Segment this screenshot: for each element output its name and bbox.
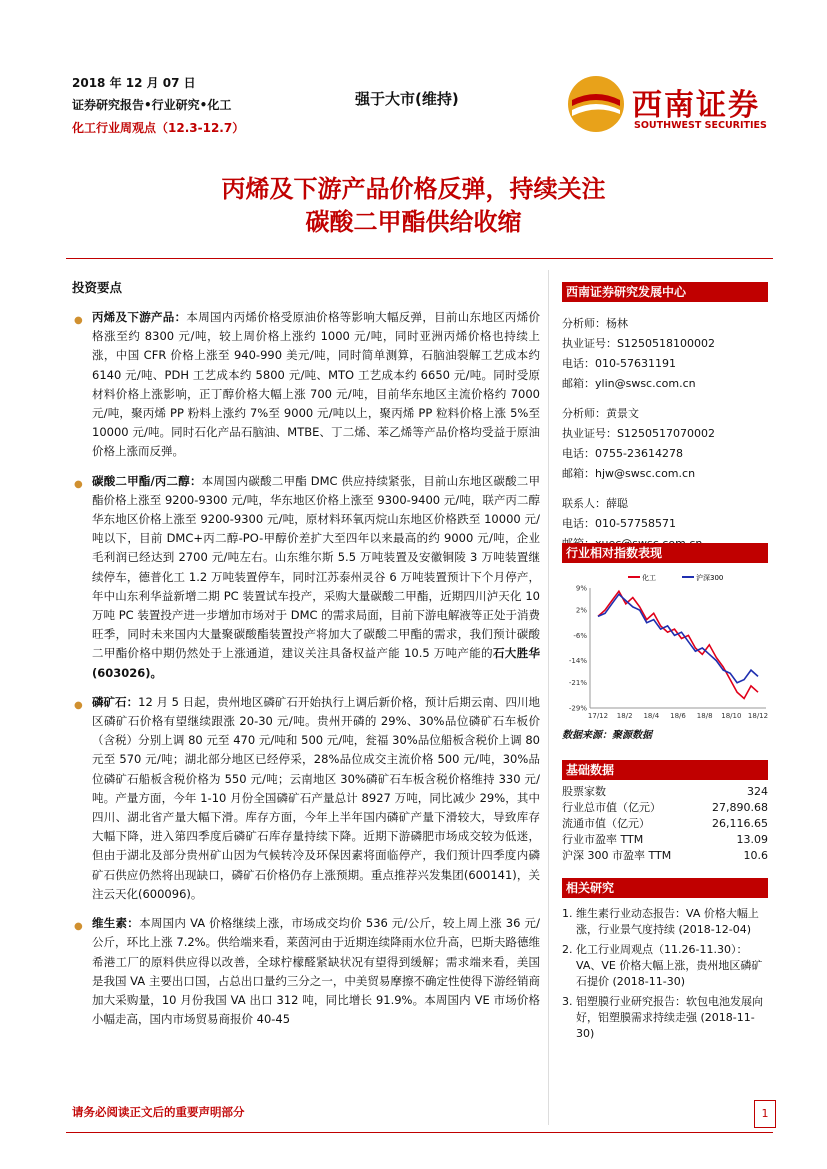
y-tick-label: 9% (575, 584, 587, 593)
rating: 强于大市(维持) (355, 90, 459, 108)
related-heading: 相关研究 (562, 878, 768, 898)
x-tick-label: 18/12 (747, 712, 769, 720)
para-label: 维生素： (92, 916, 140, 931)
para-label: 丙烯及下游产品： (92, 310, 187, 324)
brand-name: 西南证券 (632, 88, 760, 123)
analyst-1-email[interactable]: 邮箱：ylin@swsc.com.cn (562, 377, 696, 390)
footer-divider (66, 1132, 773, 1133)
related-number: 2. (562, 943, 573, 956)
related-text: 化工行业周观点（11.26-11.30）：VA、VE 价格大幅上涨，贵州地区磷矿石提价 (2018-11-30) (576, 943, 763, 988)
related-item[interactable] (562, 942, 768, 990)
x-tick-label: 18/10 (721, 712, 742, 720)
title-divider (66, 258, 773, 259)
related-text: 铝塑膜行业研究报告：软包电池发展向好，铝塑膜需求持续走强 (2018-11-30) (576, 995, 763, 1040)
related-number: 3. (562, 995, 573, 1008)
analyst-1-name: 分析师：杨林 (562, 317, 628, 330)
basic-row (562, 816, 768, 832)
title-line-1: 丙烯及下游产品价格反弹，持续关注 (221, 175, 606, 203)
basic-data-section (562, 760, 768, 864)
para-tail: 石大胜华(603026)。 (92, 646, 541, 680)
analyst-2-license: 执业证号：S1250517070002 (562, 427, 715, 440)
para-propylene (72, 308, 540, 462)
x-tick-label: 18/8 (696, 712, 713, 720)
y-tick-label: -29% (568, 704, 587, 713)
bullet-icon: ● (74, 315, 83, 326)
report-date: 2018 年 12 月 07 日 (72, 76, 196, 90)
basic-key: 行业总市值（亿元） (562, 801, 661, 814)
brand-name-en: SOUTHWEST SECURITIES (634, 120, 767, 131)
analyst-2-name: 分析师：黄景文 (562, 407, 639, 420)
bullet-icon: ● (74, 478, 83, 490)
y-tick-label: -21% (568, 679, 587, 688)
legend-label-hs300: 沪深300 (696, 574, 724, 582)
main-column (72, 278, 540, 1037)
contact-phone: 电话：010-57758571 (562, 517, 676, 530)
basic-key: 股票家数 (562, 785, 606, 798)
para-phosphate (72, 693, 540, 904)
analyst-1-license: 执业证号：S1250518100002 (562, 337, 715, 350)
series-line-hs300 (598, 594, 758, 682)
index-chart-section (562, 543, 768, 563)
basic-key: 流通市值（亿元） (562, 817, 650, 830)
disclaimer[interactable]: 请务必阅读正文后的重要声明部分 (72, 1105, 245, 1119)
para-label: 磷矿石： (92, 694, 139, 709)
basic-value: 26,116.65 (712, 817, 768, 830)
para-text: 本周国内 VA 价格继续上涨，市场成交均价 536 元/公斤，较上周上涨 36 元/公斤，环比上涨 7.2%。供给端来看，莱茵河由于近期连续降雨水位升高，巴斯夫路德维希港工厂的原料供应得以改善，全球柠檬醛紧缺状况有望得到缓解；需求端来看，美国是我国 VA 主要出口国，占总出口量约三分之一，中美贸易摩擦不确定性使得下游经销商加大采购量，10 月份我国 VA 出口 312 吨，同比增长 91.9%。本周国内 VE 市场价格小幅走高，国内市场贸易商报价 40-45 (92, 916, 540, 1027)
y-tick-label: -14% (568, 657, 587, 666)
basic-value: 27,890.68 (712, 801, 768, 814)
basic-value: 13.09 (736, 833, 768, 846)
x-tick-label: 18/2 (616, 712, 633, 720)
basic-data-heading: 基础数据 (562, 760, 768, 780)
basic-key: 沪深 300 市盈率 TTM (562, 849, 672, 862)
basic-row (562, 800, 768, 816)
y-tick-label: -6% (573, 631, 587, 640)
index-heading: 行业相对指数表现 (562, 543, 768, 563)
contact-name: 联系人：薛聪 (562, 497, 628, 510)
para-text: 12 月 5 日起，贵州地区磷矿石开始执行上调后新价格，预计后期云南、四川地区磷矿石价格有望继续跟涨 20-30 元/吨。贵州开磷的 29%、30%品位磷矿石车板价（含税）分别上调 80 元至 470 元/吨和 500 元/吨，瓮福 30%品位船板含税价上调 80 元至 570 元/吨；湖北部分地区已经停采，28%品位成交主流价格 500 元/吨，30%品位磷矿石船板含税价格为 550 元/吨；云南地区 30%磷矿石车板含税价格维持 330 元/吨。产量方面，今年 1-10 月份全国磷矿石产量总计 8927 万吨，同比减少 29%，其中四川、湖北省产量大幅下滑。库存方面，今年上半年国内磷矿产量下滑较大，导致库存大幅下降，进入第四季度后磷矿石库存量持续下降。近期下游磷肥市场成交较为低迷，但由于湖北及部分贵州矿山因为气候转冷及环保因素将面临停产，我们预计四季度内磷矿石供应仍然将出现缺口，磷矿石价格仍存上涨预期。重点推荐兴发集团(600141)，关注云天化(600096)。 (92, 694, 541, 901)
related-item[interactable] (562, 994, 768, 1042)
y-tick-label: 2% (575, 606, 587, 615)
x-tick-label: 17/12 (587, 712, 609, 720)
basic-value: 10.6 (743, 849, 768, 862)
para-dmc (72, 472, 540, 683)
analyst-1-phone: 电话：010-57631191 (562, 357, 676, 370)
para-label: 碳酸二甲酯/丙二醇： (92, 473, 202, 488)
analyst-2-phone: 电话：0755-23614278 (562, 447, 683, 460)
x-tick-label: 18/6 (670, 712, 686, 720)
brand-logo-icon (566, 74, 626, 138)
series-line-chemical (598, 591, 758, 698)
para-text: 本周国内碳酸二甲酯 DMC 供应持续紧张，目前山东地区碳酸二甲酯价格上涨至 9200-9300 元/吨，华东地区价格上涨至 9300-9400 元/吨，联产丙二醇华东地区价格上涨至 9200-9300 元/吨，原材料环氧丙烷山东地区价格跌至 10000 元/吨以下，目前 DMC+丙二醇-PO-甲醇价差扩大至四年以来最高的约 9000 元/吨，企业毛利润已经达到 2700 元/吨左右。山东维尔斯 5.5 万吨装置及安徽铜陵 3 万吨装置继续停车，德普化工 1.2 万吨装置停车，同时江苏泰州灵谷 6 万吨装置预计下个月停产，年中山东利华益新增二期 PC 装置试车投产，采购大量碳酸二甲酯，近期四川泸天化 10 万吨 PC 装置投产进一步增加市场对于 DMC 的需求局面，目前下游电解液等正处于消费旺季，同时未来国内大量聚碳酸酯装置投产将加大了碳酸二甲酯的需求，我们预计碳酸二甲酯价格中期仍然处于上涨通道，建议关注具备权益产能 10.5 万吨产能的 (92, 473, 540, 661)
basic-row (562, 832, 768, 848)
section-heading: 投资要点 (72, 280, 123, 295)
para-vitamin (72, 914, 540, 1029)
related-number: 1. (562, 907, 573, 920)
analyst-2-email[interactable]: 邮箱：hjw@swsc.com.cn (562, 467, 696, 480)
basic-key: 行业市盈率 TTM (562, 833, 644, 846)
basic-value: 324 (747, 785, 768, 798)
related-research-section (562, 878, 768, 1046)
report-type: 证券研究报告•行业研究•化工 (72, 98, 232, 112)
basic-row (562, 784, 768, 800)
basic-row (562, 848, 768, 864)
bullet-icon: ● (74, 699, 83, 711)
related-item[interactable] (562, 906, 768, 938)
index-chart (560, 568, 772, 724)
title-line-2: 碳酸二甲酯供给收缩 (305, 208, 522, 236)
sidebar (562, 282, 768, 554)
weekly-title: 化工行业周观点（12.3-12.7） (72, 121, 245, 135)
bullet-icon: ● (74, 921, 83, 933)
para-text: 本周国内丙烯价格受原油价格等影响大幅反弹，目前山东地区丙烯价格涨至约 8300 元/吨，较上周价格上涨约 1000 元/吨，同时亚洲丙烯价格也持续上涨，中国 CFR 价格上涨至 940-990 美元/吨，同时简单测算，石脑油裂解工艺成本约 6140 元/吨、PDH 工艺成本约 5800 元/吨、MTO 工艺成本约 6650 元/吨。同时受原材料价格上涨影响，正丁醇价格大幅上涨 700 元/吨，目前华东地区主流价格约 7000 元/吨，聚丙烯 PP 粉料上涨约 7%至 9000 元/吨以上，聚丙烯 PP 粒料价格上涨 5%至 10000 元/吨。同时石化产品石脑油、MTBE、丁二烯、苯乙烯等产品价格均受益于原油价格上涨而反弹。 (92, 310, 541, 459)
related-text: 维生素行业动态报告：VA 价格大幅上涨，行业景气度持续 (2018-12-04) (576, 907, 759, 936)
data-source: 数据来源：聚源数据 (562, 730, 652, 741)
research-center-heading: 西南证券研究发展中心 (562, 282, 768, 302)
column-divider (548, 270, 549, 1125)
page-number: 1 (754, 1100, 776, 1128)
x-tick-label: 18/4 (643, 712, 660, 720)
legend-label-chemical: 化工 (642, 574, 656, 582)
